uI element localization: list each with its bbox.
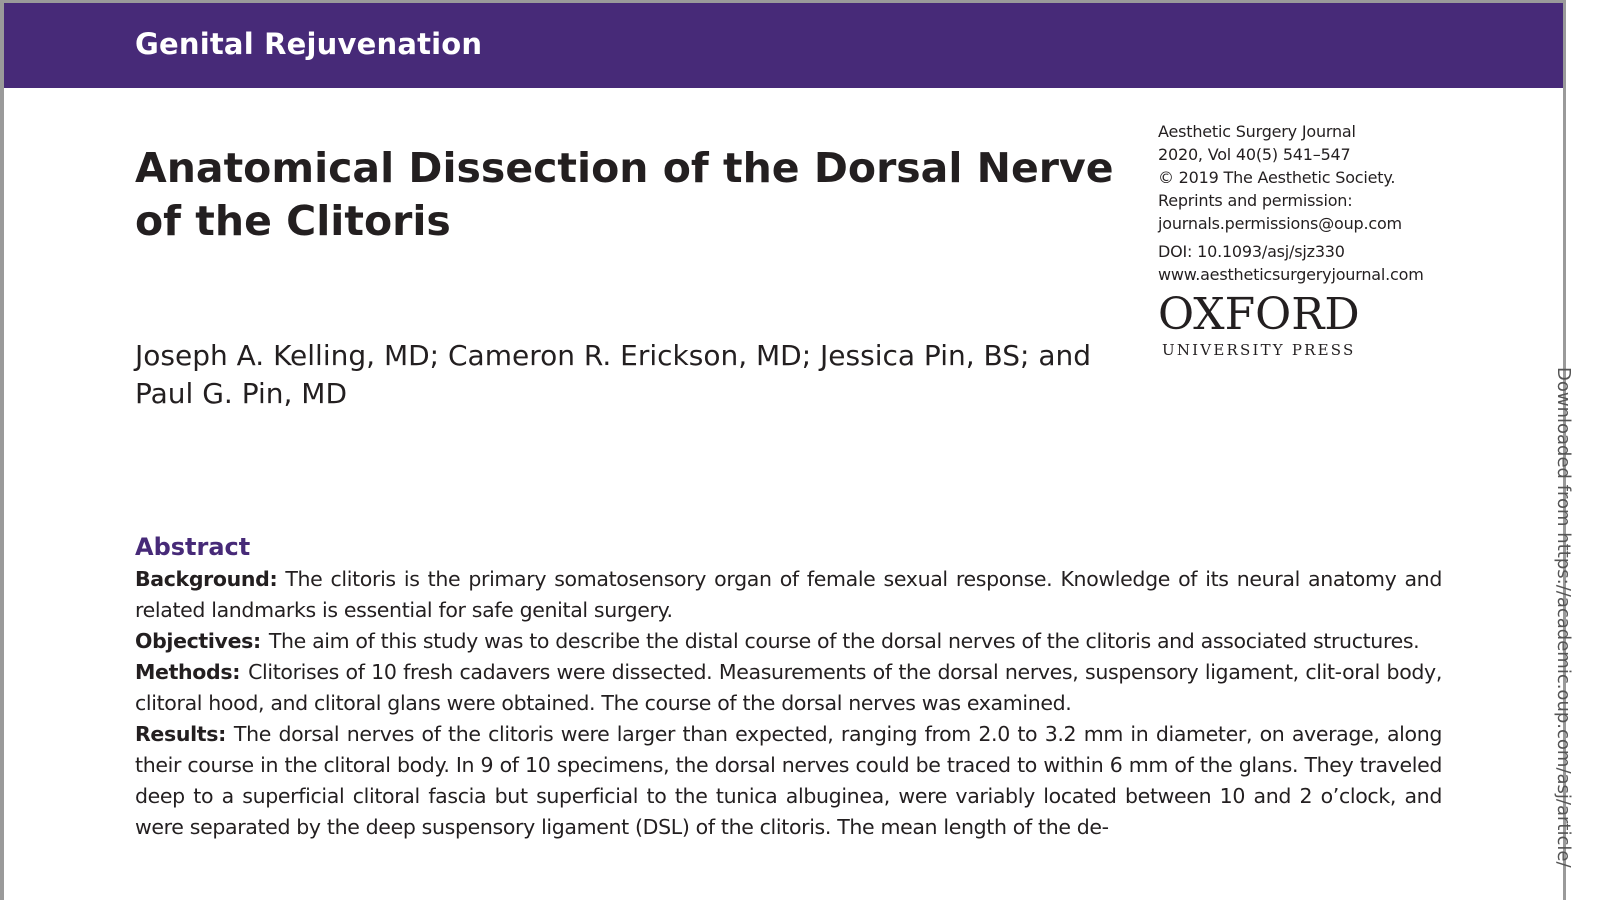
abstract-heading: Abstract [135,533,251,561]
abstract-results [135,719,1442,843]
author-list [135,337,1125,413]
journal-email-link[interactable]: journals.permissions@oup.com [1158,214,1402,233]
abstract-methods-label: Methods: [135,660,241,684]
journal-doi-link[interactable]: DOI: 10.1093/asj/sjz330 [1158,242,1345,261]
article-title: Anatomical Dissection of the Dorsal Nerve of the Clitoris [135,144,1114,245]
oxford-university-press-logo [1158,289,1378,359]
journal-reprints: Reprints and permission: [1158,191,1353,210]
abstract-objectives-label: Objectives: [135,629,261,653]
abstract-background-text: The clitoris is the primary somatosensory organ of female sexual response. Knowledge of its neural anatomy and related landmarks is essential for safe genital surgery. [135,567,1442,622]
abstract-results-text: The dorsal nerves of the clitoris were larger than expected, ranging from 2.0 to 3.2 mm in diameter, on average, along their course in the clitoral body. In 9 of 10 specimens, the dorsal nerves could be traced to within 6 mm of the glans. They traveled deep to a superficial clitoral fascia but superficial to the tunica albuginea, were variably located between 10 and 2 o’clock, and were separated by the deep suspensory ligament (DSL) of the clitoris. The mean length of the de- [135,722,1442,839]
article-page [4,3,1602,900]
journal-copyright: © 2019 The Aesthetic Society. [1158,168,1396,187]
abstract-background [135,564,1442,626]
oxford-logo-word: OXFORD [1158,289,1360,340]
abstract-results-label: Results: [135,722,226,746]
abstract-background-label: Background: [135,567,278,591]
oxford-logo-subtitle: UNIVERSITY PRESS [1162,341,1356,359]
abstract-methods [135,657,1442,719]
authors-line-2: Paul G. Pin, MD [135,377,348,410]
abstract-methods-text: Clitorises of 10 fresh cadavers were dissected. Measurements of the dorsal nerves, suspensory ligament, clit-oral body, clitoral hood, and clitoral glans were obtained. The course of the dorsal nerves was examined. [135,660,1442,715]
journal-info [1158,120,1458,286]
section-title: Genital Rejuvenation [135,27,483,61]
section-banner [4,3,1566,88]
abstract-objectives-text: The aim of this study was to describe the distal course of the dorsal nerves of the clitoris and associated structures. [268,629,1420,653]
journal-volume: 2020, Vol 40(5) 541–547 [1158,145,1351,164]
download-watermark: Downloaded from https://academic.oup.com/asj/article/ [1553,367,1574,868]
authors-line-1: Joseph A. Kelling, MD; Cameron R. Erickson, MD; Jessica Pin, BS; and [135,339,1092,372]
abstract-section [135,532,1442,843]
journal-website-link[interactable]: www.aestheticsurgeryjournal.com [1158,265,1424,284]
abstract-objectives [135,626,1442,657]
journal-name: Aesthetic Surgery Journal [1158,122,1356,141]
